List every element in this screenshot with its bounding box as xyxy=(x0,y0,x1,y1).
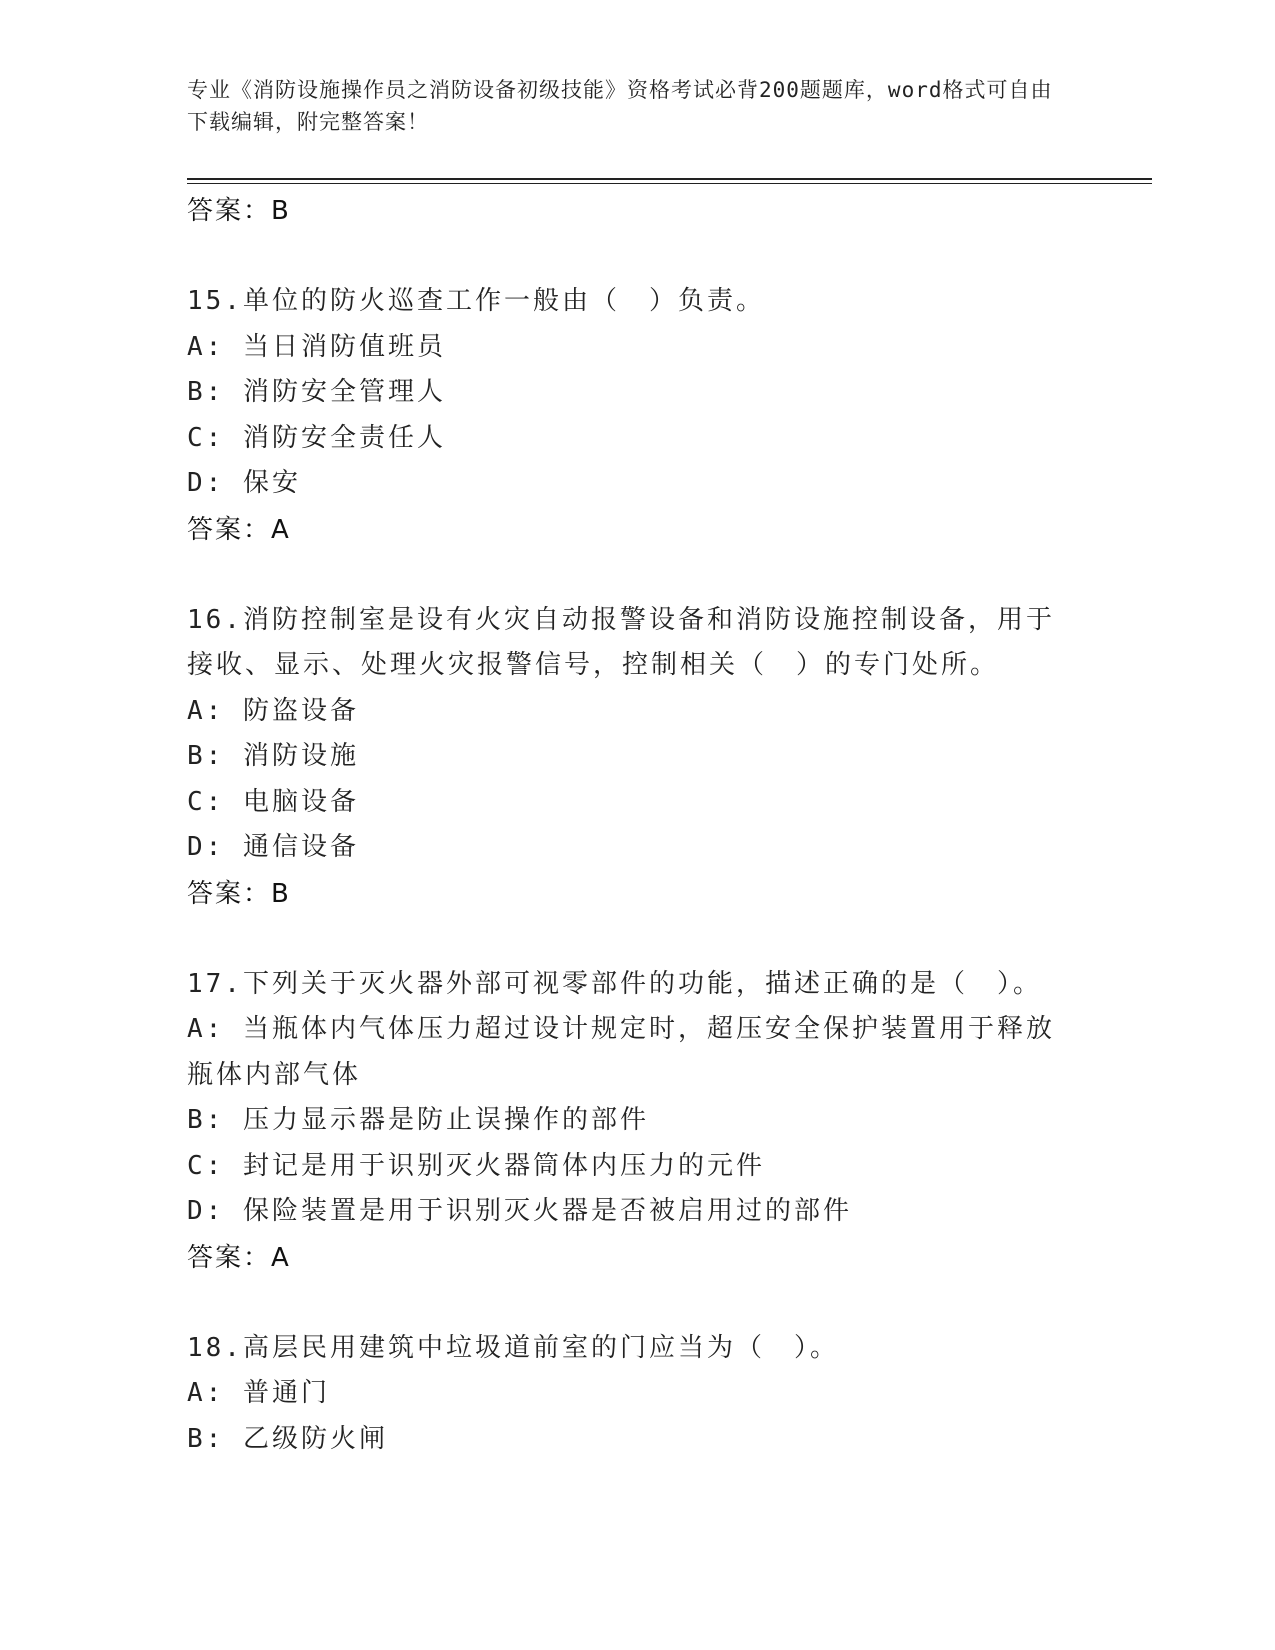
question-text: 15.单位的防火巡查工作一般由（ ）负责。 xyxy=(187,286,765,316)
header-divider-thin xyxy=(187,183,1152,184)
answer-line: 答案：A xyxy=(187,514,291,545)
answer-line: 答案：B xyxy=(187,196,291,226)
option-a: A: 防盗设备 xyxy=(187,695,359,726)
question-17 xyxy=(187,962,1087,1281)
option-b: B: 压力显示器是防止误操作的部件 xyxy=(187,1105,649,1135)
answer-line: 答案：A xyxy=(187,1242,291,1273)
option-d: D: 保安 xyxy=(187,468,301,498)
option-c: C: 电脑设备 xyxy=(187,786,359,817)
question-text: 17.下列关于灭火器外部可视零部件的功能，描述正确的是（ ）。 xyxy=(187,968,1042,999)
option-b: B: 消防安全管理人 xyxy=(187,377,446,407)
option-a: A: 当瓶体内气体压力超过设计规定时，超压安全保护装置用于释放瓶体内部气体 xyxy=(187,1014,1055,1090)
option-c: C: 消防安全责任人 xyxy=(187,422,446,453)
option-a: A: 当日消防值班员 xyxy=(187,331,446,362)
option-c: C: 封记是用于识别灭火器筒体内压力的元件 xyxy=(187,1150,765,1181)
question-18 xyxy=(187,1326,1087,1463)
option-b: B: 消防设施 xyxy=(187,741,359,771)
header-divider xyxy=(187,178,1152,180)
question-text: 18.高层民用建筑中垃圾道前室的门应当为（ ）。 xyxy=(187,1332,839,1363)
question-16 xyxy=(187,598,1087,917)
question-list xyxy=(187,188,1087,1462)
question-text: 16.消防控制室是设有火灾自动报警设备和消防设施控制设备，用于接收、显示、处理火灾报警信号，控制相关（ ）的专门处所。 xyxy=(187,604,1055,680)
option-a: A: 普通门 xyxy=(187,1378,330,1408)
option-d: D: 通信设备 xyxy=(187,832,359,862)
option-b: B: 乙级防火闸 xyxy=(187,1423,388,1454)
question-15 xyxy=(187,279,1087,553)
answer-line: 答案：B xyxy=(187,878,291,909)
document-header: 专业《消防设施操作员之消防设备初级技能》资格考试必背200题题库，word格式可自由下载编辑，附完整答案！ xyxy=(187,78,1053,134)
option-d: D: 保险装置是用于识别灭火器是否被启用过的部件 xyxy=(187,1196,852,1226)
